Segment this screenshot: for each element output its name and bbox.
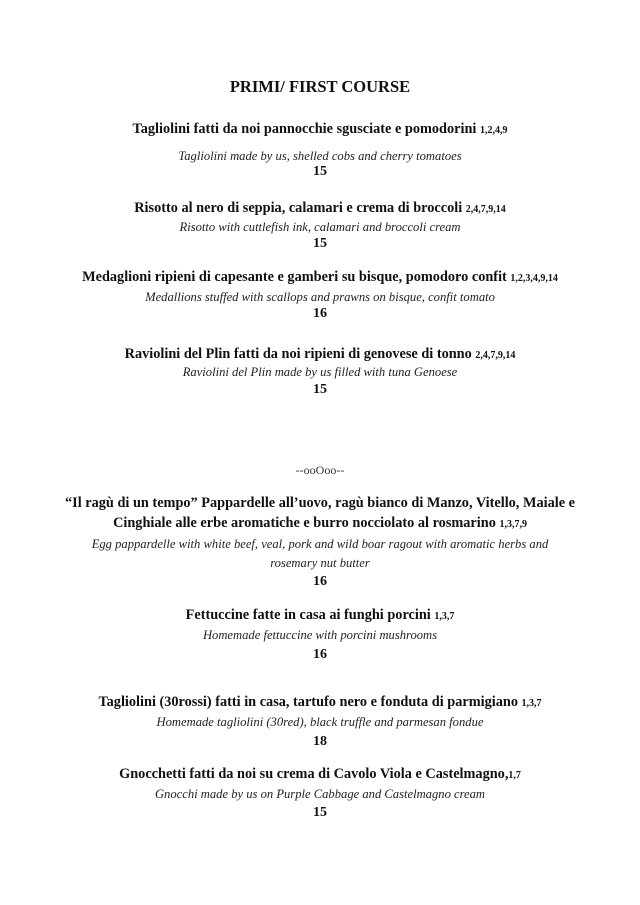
dish-description: Homemade tagliolini (30red), black truffle and parmesan fondue: [156, 715, 484, 729]
allergens: 1,2,3,4,9,14: [510, 273, 558, 284]
dish-name-text: Fettuccine fatte in casa ai funghi porcini: [185, 607, 431, 623]
dish-name-line1: “Il ragù di un tempo” Pappardelle all’uovo, ragù bianco di Manzo, Vitello, Maiale e: [65, 495, 575, 511]
dish-name-text: Tagliolini fatti da noi pannocchie sgusciate e pomodorini: [132, 121, 477, 137]
dish-price: 16: [313, 647, 327, 662]
allergens: 2,4,7,9,14: [475, 350, 516, 361]
dish-price: 16: [313, 574, 327, 589]
dish-name: [0, 693, 640, 713]
dish-description-line2: rosemary nut butter: [270, 556, 370, 570]
dish-name: [0, 345, 640, 365]
separator: --ooOoo--: [295, 463, 345, 477]
dish-name-line2: [0, 514, 640, 534]
dish-name-text: Raviolini del Plin fatti da noi ripieni di genovese di tonno: [124, 346, 472, 362]
dish-price: 15: [313, 164, 327, 179]
allergens: 1,2,4,9: [479, 125, 508, 136]
dish-description: Raviolini del Plin made by us filled with tuna Genoese: [182, 365, 458, 379]
dish-description: Gnocchi made by us on Purple Cabbage and Castelmagno cream: [154, 787, 486, 801]
allergens: 1,7: [508, 770, 521, 781]
allergens: 2,4,7,9,14: [465, 204, 506, 215]
dish-price: 16: [313, 306, 327, 321]
dish-name-text: Cinghiale alle erbe aromatiche e burro nocciolato al rosmarino: [113, 515, 496, 531]
allergens: 1,3,7: [521, 698, 542, 709]
dish-name: [0, 606, 640, 626]
dish-description: Risotto with cuttlefish ink, calamari and broccoli cream: [179, 220, 461, 234]
dish-price: 18: [313, 734, 327, 749]
dish-description-line1: Egg pappardelle with white beef, veal, pork and wild boar ragout with aromatic herbs and: [91, 537, 549, 551]
allergens: 1,3,7,9: [499, 519, 527, 530]
dish-price: 15: [313, 805, 327, 820]
dish-description: Homemade fettuccine with porcini mushrooms: [202, 628, 438, 642]
dish-name: [0, 268, 640, 288]
dish-name-text: Tagliolini (30rossi) fatti in casa, tartufo nero e fonduta di parmigiano: [98, 694, 518, 710]
dish-name: [0, 199, 640, 219]
dish-description: Tagliolini made by us, shelled cobs and cherry tomatoes: [178, 149, 462, 163]
dish-description: Medallions stuffed with scallops and prawns on bisque, confit tomato: [145, 290, 495, 304]
section-title: PRIMI/ FIRST COURSE: [229, 77, 411, 96]
dish-price: 15: [313, 382, 327, 397]
dish-price: 15: [313, 236, 327, 251]
dish-name: [0, 120, 640, 140]
allergens: 1,3,7: [434, 611, 455, 622]
dish-name-text: Gnocchetti fatti da noi su crema di Cavolo Viola e Castelmagno,: [119, 766, 509, 782]
dish-name-text: Medaglioni ripieni di capesante e gamberi su bisque, pomodoro confit: [82, 269, 507, 285]
dish-name: [0, 765, 640, 785]
dish-name-text: Risotto al nero di seppia, calamari e crema di broccoli: [134, 200, 463, 216]
